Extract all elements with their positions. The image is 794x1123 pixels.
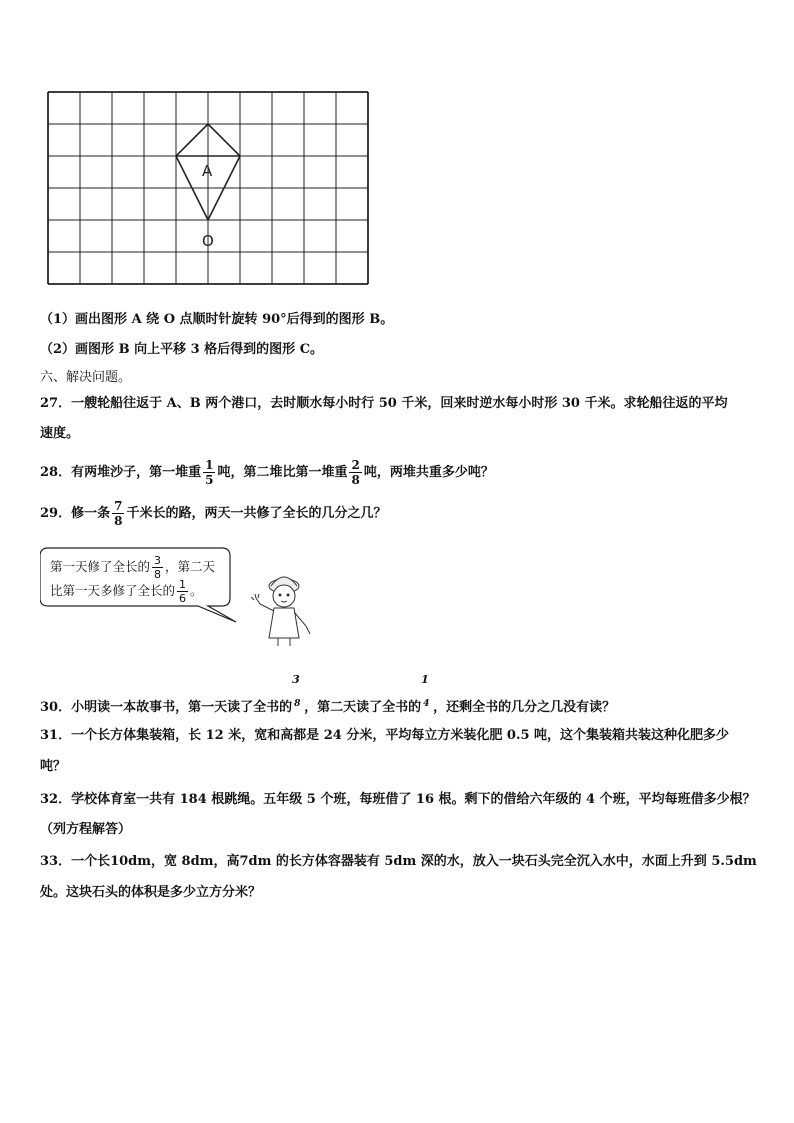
bubble-line-2: 比第一天多修了全长的 $\frac{1}{6}$ 。 [50,578,203,605]
bubble-line-1: 第一天修了全长的 $\frac{3}{8}$ ，第二天 [50,554,216,581]
fraction-3-8-raised: 3 8 [292,673,301,709]
child-figure-icon [251,577,310,646]
fraction-3-8: $\frac{3}{8}$ [154,554,162,581]
question-28: 28．有两堆沙子，第一堆重 $\frac{1}{5}$ 吨，第二堆比第一堆重 $\frac{2}{8}$ 吨，两堆共重多少吨？ [40,458,494,487]
label-a: A [202,162,213,180]
question-33-line1: 33．一个长10dm，宽 8dm，高7dm 的长方体容器装有 5dm 深的水，放入一块石头完全沉入水中，水面上升到 5.5dm [40,854,757,869]
question-27-line1: 27．一艘轮船往返于 A、B 两个港口，去时顺水每小时行 50 千米，回来时逆水每小时形 30 千米。求轮船往返的平均 [40,396,728,411]
question-33-line2: 处。这块石头的体积是多少立方分米？ [40,885,262,900]
grid-figure [44,88,374,290]
task-2: （2）画图形 B 向上平移 3 格后得到的图形 C。 [40,342,324,357]
label-o: O [202,232,214,250]
fraction-2-8: $\frac{2}{8}$ [351,458,360,487]
fraction-1-5: $\frac{1}{5}$ [205,458,214,487]
question-31-line1: 31．一个长方体集装箱，长 12 米，宽和高都是 24 分米，平均每立方米装化肥 0.5 吨，这个集装箱共装这种化肥多少 [40,728,730,743]
question-29: 29．修一条 $\frac{7}{8}$ 千米长的路，两天一共修了全长的几分之几？ [40,499,387,528]
task-1: （1）画出图形 A 绕 O 点顺时针旋转 90°后得到的图形 B。 [40,312,394,327]
question-32-line2: （列方程解答） [40,822,132,837]
question-31-line2: 吨？ [40,759,67,774]
fraction-1-4-raised: 1 4 [421,673,430,709]
section-heading: 六、解决问题。 [40,370,132,385]
question-27-line2: 速度。 [40,426,80,441]
fraction-7-8: $\frac{7}{8}$ [114,499,123,528]
question-32-line1: 32．学校体育室一共有 184 根跳绳。五年级 5 个班，每班借了 16 根。剩下的借给六年级的 4 个班，平均每班借多少根？ [40,792,756,807]
fraction-1-6: $\frac{1}{6}$ [179,578,187,605]
question-30: 30．小明读一本故事书，第一天读了全书的 3 8 ，第二天读了全书的 1 4 ，还剩全书的几分之几没有读？ [40,673,616,715]
